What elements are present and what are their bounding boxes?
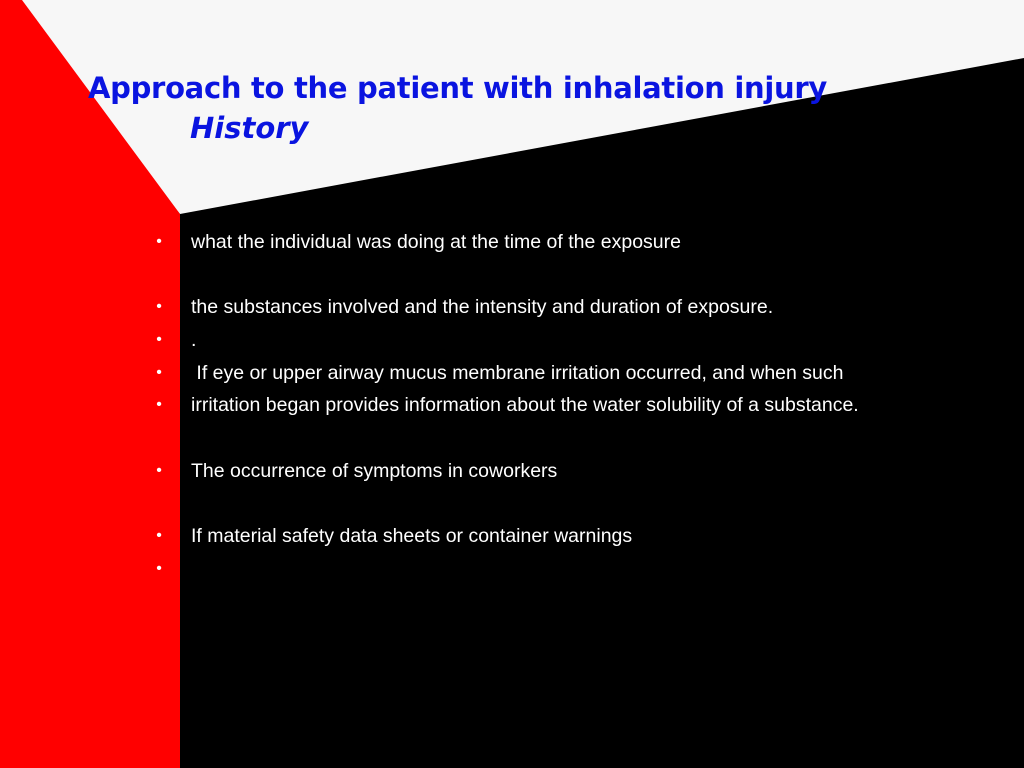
bullet-icon: • xyxy=(156,298,162,315)
bullet-item xyxy=(152,554,1012,584)
bullet-icon: • xyxy=(156,233,162,250)
bullet-icon: • xyxy=(156,560,162,577)
bullet-text: . xyxy=(191,329,197,351)
bullet-text: irritation began provides information about the water solubility of a substance. xyxy=(191,394,859,416)
bullet-item xyxy=(152,521,1012,551)
bullet-item xyxy=(152,292,1012,322)
bullet-icon: • xyxy=(156,462,162,479)
bullet-item xyxy=(152,390,1012,420)
bullet-icon: • xyxy=(156,527,162,544)
bullet-item xyxy=(152,227,1012,257)
slide-subtitle: History xyxy=(190,111,309,145)
bullet-text: If eye or upper airway mucus membrane irritation occurred, and when such xyxy=(191,362,844,384)
bullet-item xyxy=(152,325,1012,355)
bullet-text: the substances involved and the intensity and duration of exposure. xyxy=(191,296,774,318)
slide-title: Approach to the patient with inhalation injury xyxy=(88,71,827,105)
bullet-text: The occurrence of symptoms in coworkers xyxy=(191,460,558,482)
bullet-icon: • xyxy=(156,396,162,413)
bullet-text: what the individual was doing at the time of the exposure xyxy=(191,231,681,253)
bullet-icon: • xyxy=(156,331,162,348)
bullet-text: If material safety data sheets or container warnings xyxy=(191,525,633,547)
bullet-item xyxy=(152,456,1012,486)
bullet-icon: • xyxy=(156,364,162,381)
bullet-item xyxy=(152,358,1012,388)
